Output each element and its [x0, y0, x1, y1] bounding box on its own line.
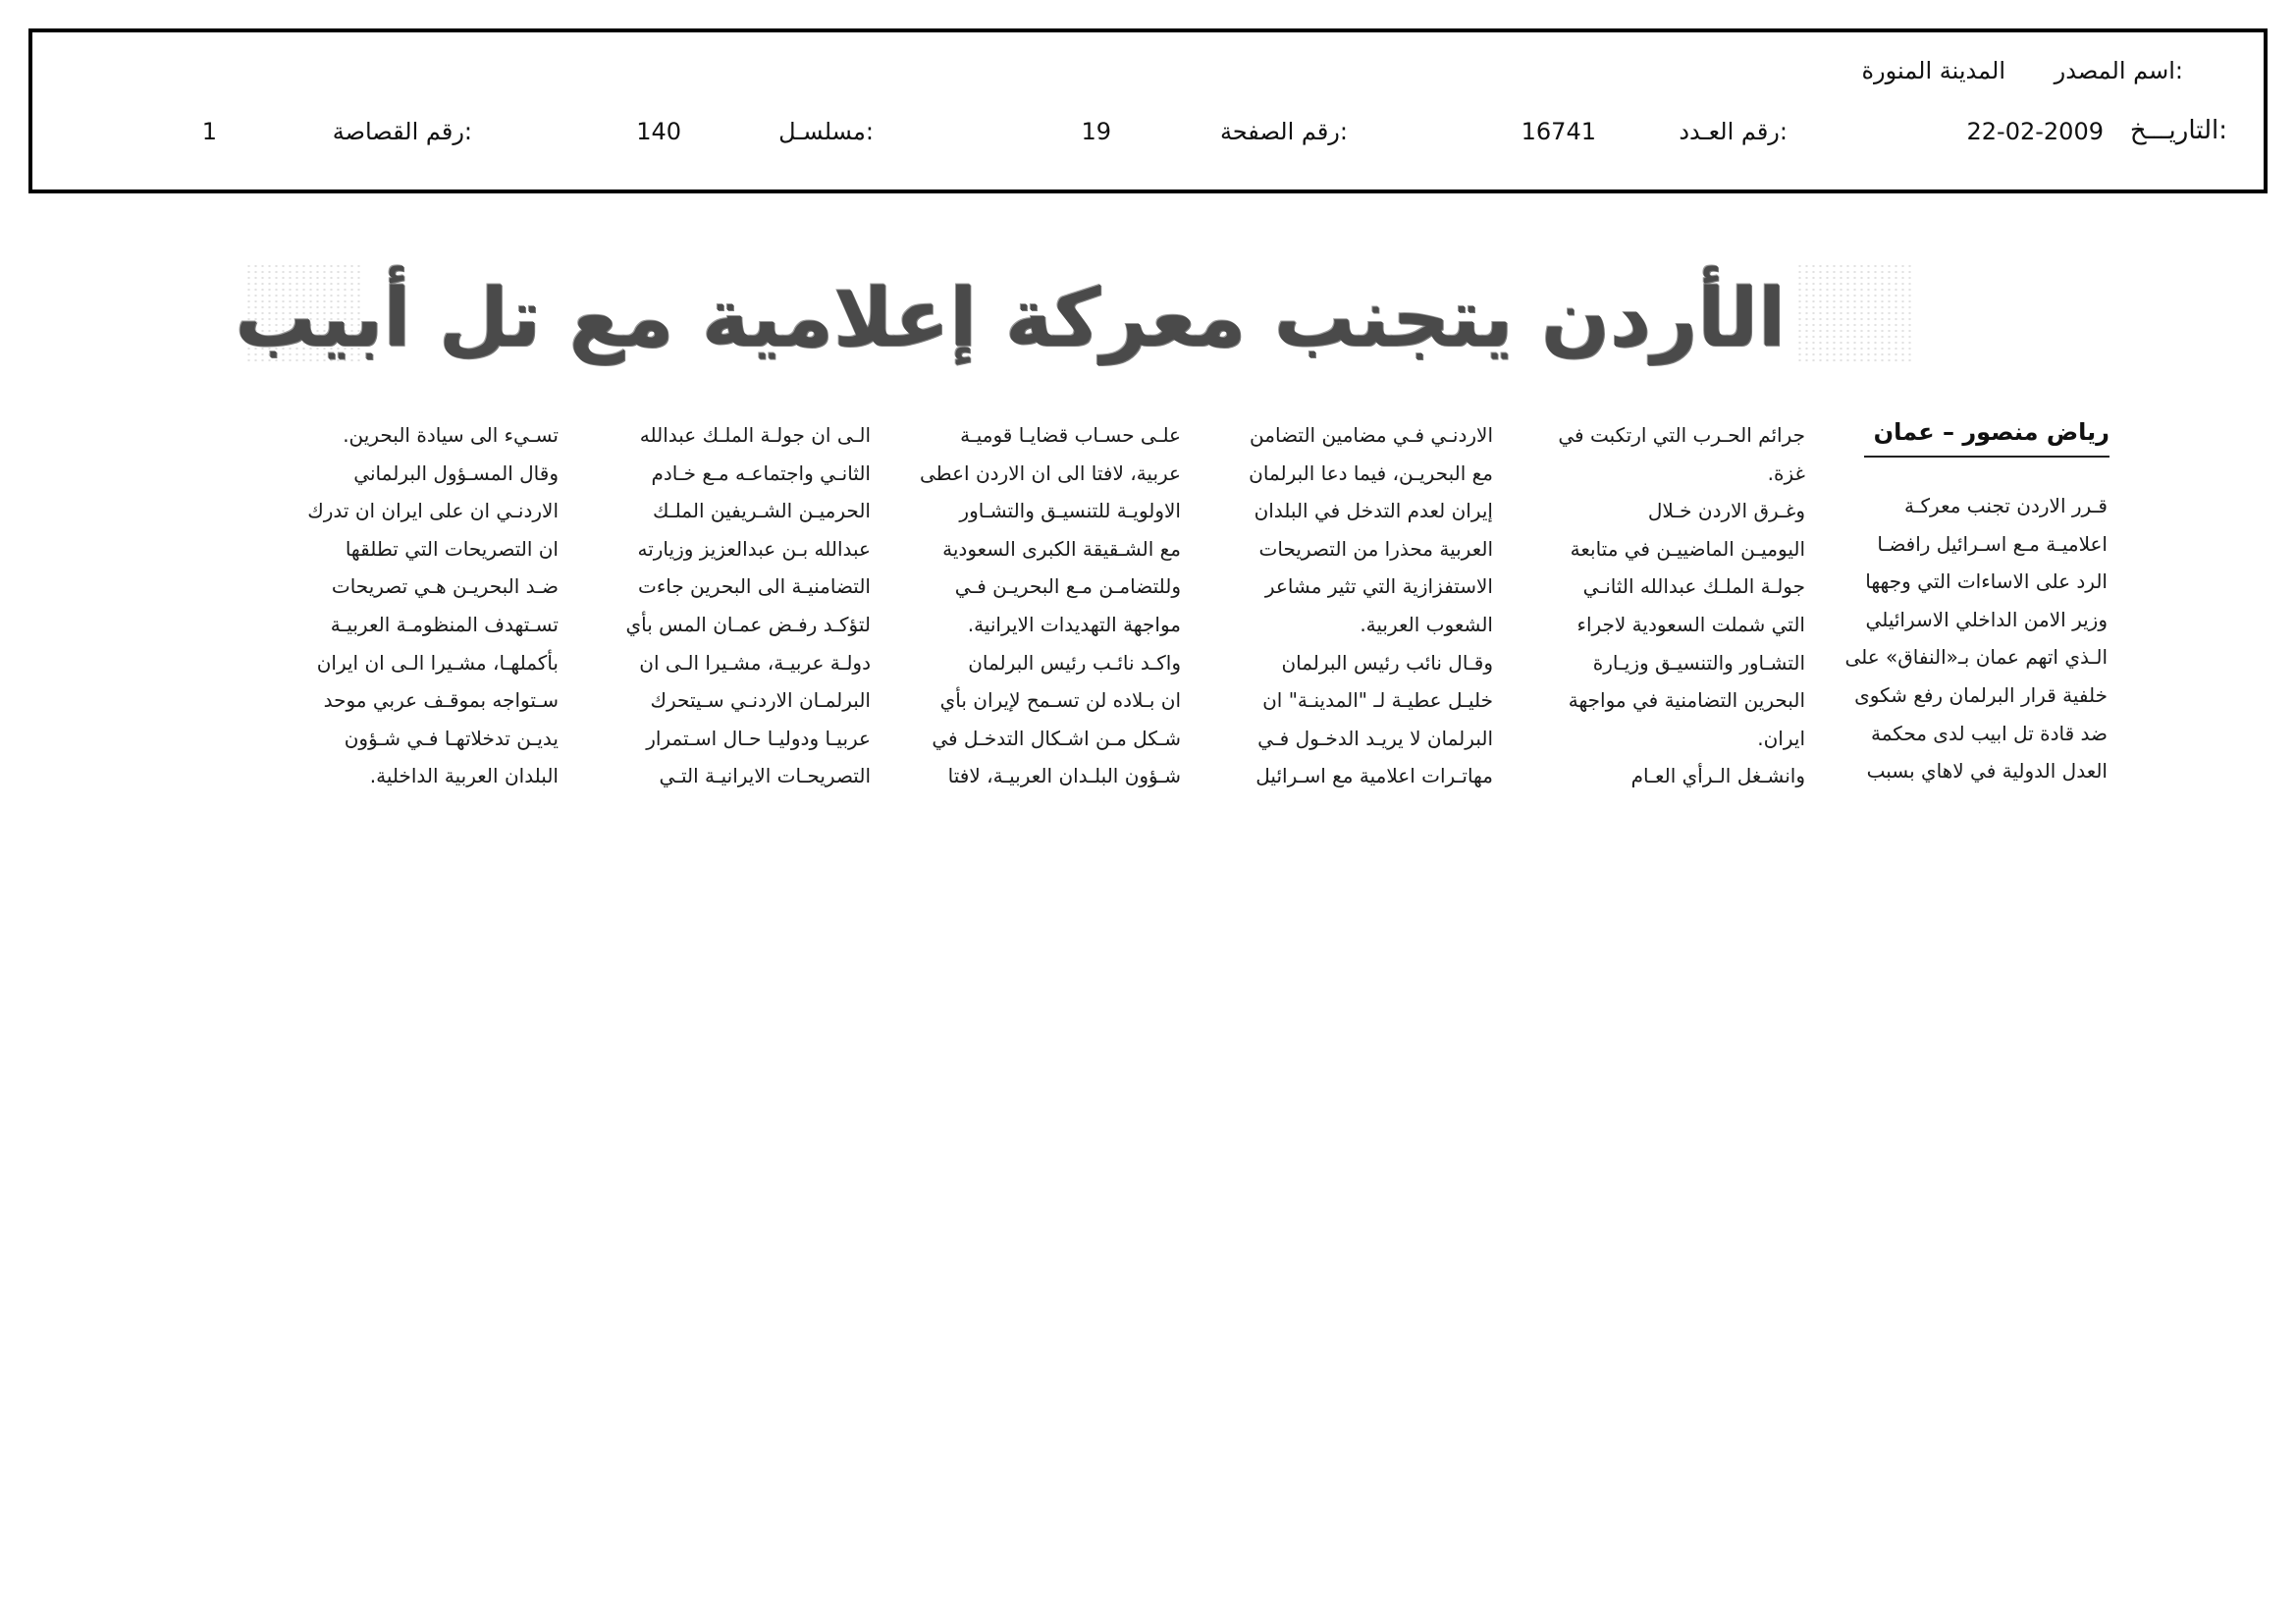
article-column-5: الـى ان جولـة الملـك عبدالله الثانـي واجتماعـه مـع خـادم الحرميـن الشـريفين الملـك عبدالله بـن عبدالعزيز وزيارته التضامنيـة الى البحرين جاءت لتؤكـد رفـض عمـان المس بأي دولـة عربيـة، مشـيرا الـى ان البرلمـان الاردنـي سـيتحرك عربيـا ودوليـا حـال اسـتمرار التصريحـات الايرانيـة التـي	[625, 423, 871, 788]
issue-value: 16741	[1521, 118, 1596, 145]
clipping-label: رقم القصاصة:	[332, 118, 472, 145]
source-label: اسم المصدر:	[2054, 57, 2183, 84]
page-value: 19	[1081, 118, 1111, 145]
date-value: 22-02-2009	[1966, 118, 2104, 145]
article-column-2: جرائم الحـرب التي ارتكبت في غزة. وغـرق الاردن خـلال اليوميـن الماضييـن في متابعة جولـة الملـك عبدالله الثانـي التي شملت السعودية لاجراء التشـاور والتنسيـق وزيـارة البحرين التضامنية في مواجهة ايران. وانشـغل الـرأي العـام	[1558, 423, 1805, 788]
article-column-6: تسـيء الى سيادة البحرين. وقال المسـؤول البرلماني الاردنـي ان على ايران ان تدرك ان التصريحات التي تطلقها ضـد البحريـن هـي تصريحات تسـتهدف المنظومـة العربيـة بأكملهـا، مشـيرا الـى ان ايران سـتواجه بموقـف عربي موحد يديـن تدخلاتهـا فـي شـؤون البلدان العربية الداخلية.	[307, 423, 559, 788]
scan-speckle-right	[1796, 263, 1914, 361]
article-byline: رياض منصور – عمان	[1864, 418, 2109, 458]
serial-value: 140	[636, 118, 681, 145]
page-label: رقم الصفحة:	[1219, 118, 1348, 145]
date-label: التاريـــخ:	[2129, 116, 2227, 145]
clipping-value: 1	[201, 118, 217, 145]
clipping-header-box	[28, 28, 2268, 193]
source-value: المدينة المنورة	[1861, 57, 2005, 84]
article-column-3: الاردنـي فـي مضامين التضامن مع البحريـن، فيما دعا البرلمان إيران لعدم التدخل في البلدان العربية محذرا من التصريحات الاستفزازية التي تثير مشاعر الشعوب العربية. وقـال نائب رئيس البرلمان خليـل عطيـة لـ "المدينـة" ان البرلمان لا يريـد الدخـول فـي مهاتـرات اعلامية مع اسـرائيل	[1249, 423, 1493, 788]
article-column-4: علـى حسـاب قضايـا قوميـة عربية، لافتا الى ان الاردن اعطى الاولويـة للتنسيـق والتشـاور مع الشـقيقة الكبرى السعودية وللتضامـن مـع البحريـن فـي مواجهة التهديدات الايرانية. واكـد نائـب رئيس البرلمان ان بـلاده لن تسـمح لإيران بأي شـكل مـن اشـكال التدخـل في شـؤون البلـدان العربيـة، لافتا	[920, 423, 1181, 788]
serial-label: مسلسـل:	[778, 118, 874, 145]
issue-label: رقم العـدد:	[1679, 118, 1788, 145]
article-column-1: قـرر الاردن تجنب معركـة اعلاميـة مـع اسـرائيل رافضـا الرد على الاساءات التي وجهها وزير الامن الداخلي الاسرائيلي الـذي اتهم عمان بـ«النفاق» على خلفية قرار البرلمان رفع شكوى ضد قادة تل ابيب لدى محكمة العدل الدولية في لاهاي بسبب	[1844, 494, 2108, 784]
article-headline: الأردن يتجنب معركة إعلامية مع تل أبيب	[235, 272, 1786, 365]
